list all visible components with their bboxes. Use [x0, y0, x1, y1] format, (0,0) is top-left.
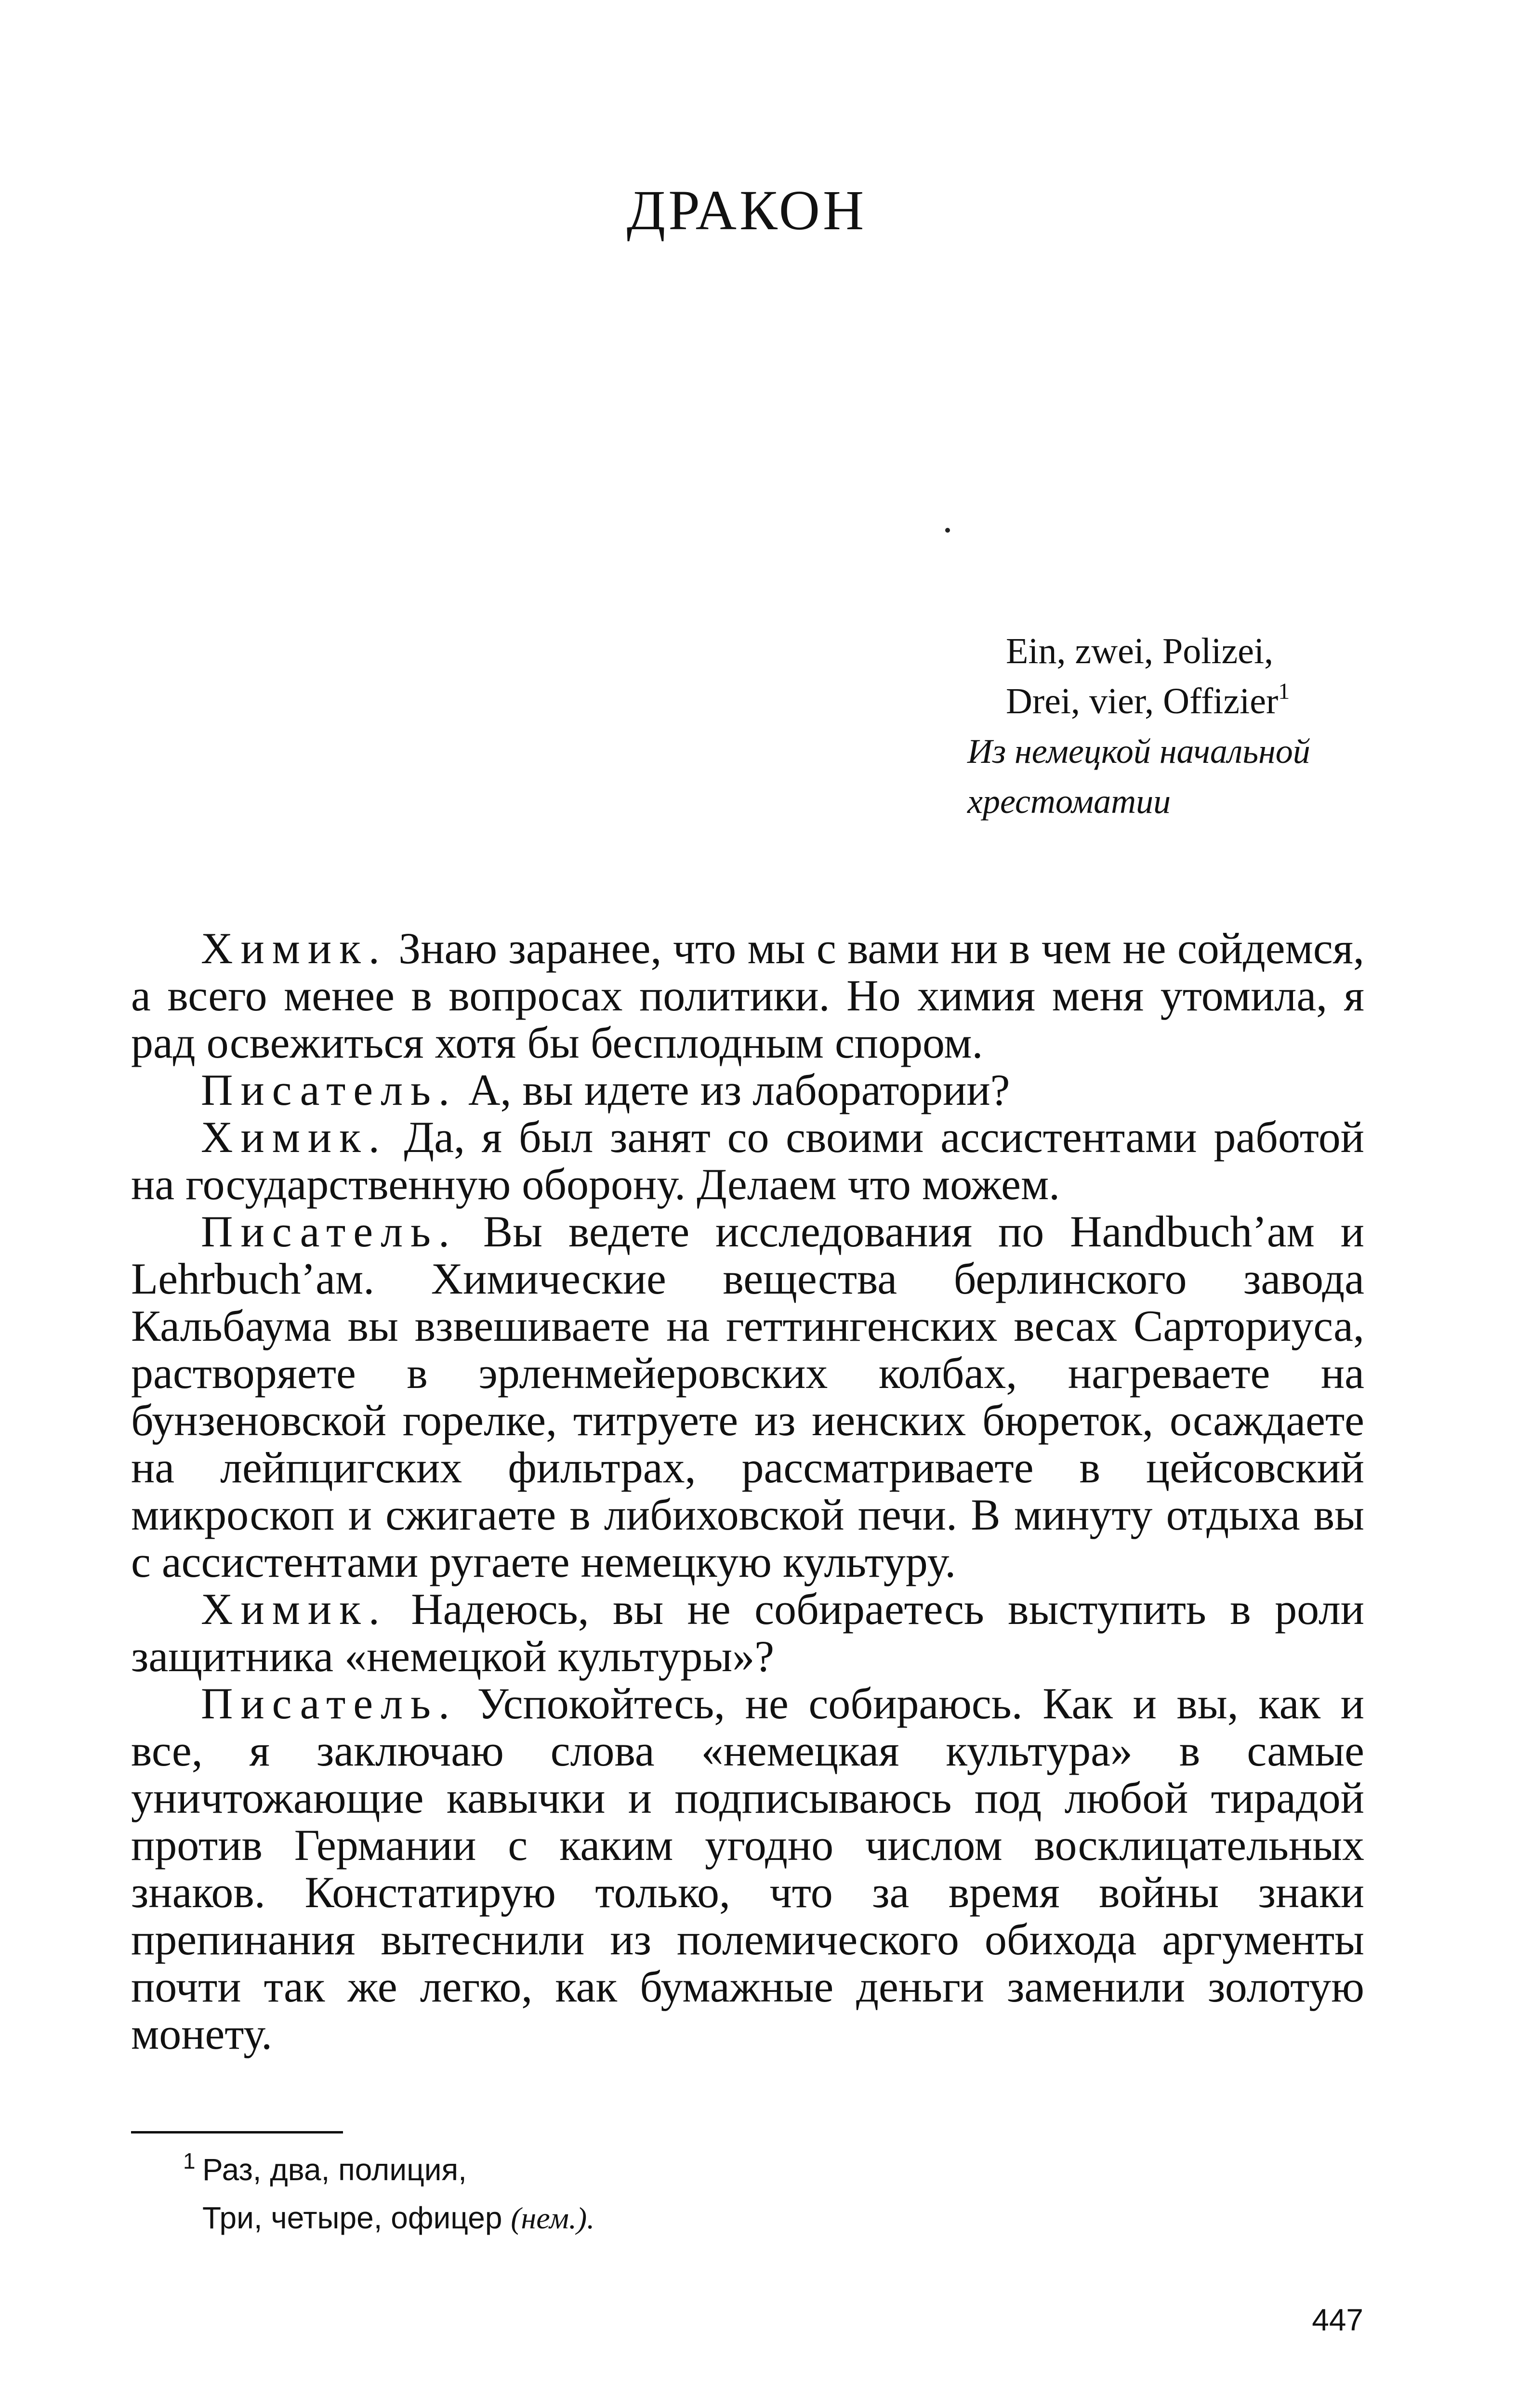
- speaker-name: Химик.: [201, 1112, 387, 1162]
- epigraph-line-1: [967, 626, 1449, 676]
- dialogue-paragraph: [131, 925, 1364, 1066]
- speaker-name: Писатель.: [201, 1679, 457, 1728]
- footnote-line-1: Раз, два, полиция,: [202, 2152, 467, 2187]
- epigraph-line-2: [967, 676, 1449, 726]
- dialogue-body: [131, 925, 1364, 2057]
- dialogue-paragraph: [131, 1066, 1364, 1113]
- dialogue-paragraph: [131, 1208, 1364, 1585]
- footnote: [183, 2146, 1359, 2242]
- footnote-language-note: (нем.).: [511, 2201, 595, 2235]
- footnote-line-2: [202, 2194, 1359, 2242]
- dialogue-paragraph: [131, 1113, 1364, 1208]
- dialogue-paragraph: [131, 1585, 1364, 1680]
- speaker-name: Химик.: [201, 924, 387, 973]
- epigraph-line-2-text: Drei, vier, Offizier: [1006, 681, 1279, 721]
- page-number: 447: [1312, 2303, 1363, 2337]
- footnote-mark: 1: [183, 2148, 196, 2173]
- epigraph: [967, 626, 1449, 826]
- footnote-divider: [131, 2131, 343, 2133]
- epigraph-source: Из немецкой начальной хрестоматии: [967, 732, 1310, 821]
- footnote-line-2-text: Три, четыре, офицер: [202, 2200, 502, 2235]
- speaker-name: Химик.: [201, 1584, 387, 1634]
- speech-text: А, вы идете из лаборатории?: [468, 1065, 1010, 1114]
- speaker-name: Писатель.: [201, 1207, 457, 1256]
- epigraph-footnote-mark: 1: [1278, 679, 1290, 704]
- speech-text: Да, я был занят со своими ассистентами работой на государственную оборону. Делаем что можем.: [131, 1112, 1365, 1209]
- dialogue-paragraph: [131, 1680, 1364, 2057]
- speaker-name: Писатель.: [201, 1065, 457, 1114]
- epigraph-line-1-text: Ein, zwei, Polizei,: [1006, 631, 1274, 671]
- page-title: ДРАКОН: [626, 179, 867, 242]
- print-speck: [945, 528, 950, 533]
- speech-text: Надеюсь, вы не собираетесь выступить в роли защитника «немецкой культуры»?: [131, 1584, 1364, 1681]
- speech-text: Успокойтесь, не собираюсь. Как и вы, как и все, я заключаю слова «немецкая культура» в самые уничтожающие кавычки и подписываюсь под любой тирадой против Германии с каким угодно числом восклицательных знаков. Констатирую только, что за время войны знаки препинания вытеснили из полемического обихода аргументы почти так же легко, как бумажные деньги заменили золотую монету.: [131, 1679, 1365, 2058]
- speech-text: Вы ведете исследования по Handbuch’ам и Lehrbuch’ам. Химические вещества берлинского завода Кальбаума вы взвешиваете на геттингенских весах Сарториуса, растворяете в эрленмейеровских колбах, нагреваете на бунзеновской горелке, титруете из иенских бюреток, осаждаете на лейпцигских фильтрах, рассматриваете в цейсовский микроскоп и сжигаете в либиховской печи. В минуту отдыха вы с ассистентами ругаете немецкую культуру.: [131, 1207, 1365, 1586]
- speech-text: Знаю заранее, что мы с вами ни в чем не сойдемся, а всего менее в вопросах политики. Но химия меня утомила, я рад освежиться хотя бы бесплодным спором.: [131, 924, 1365, 1067]
